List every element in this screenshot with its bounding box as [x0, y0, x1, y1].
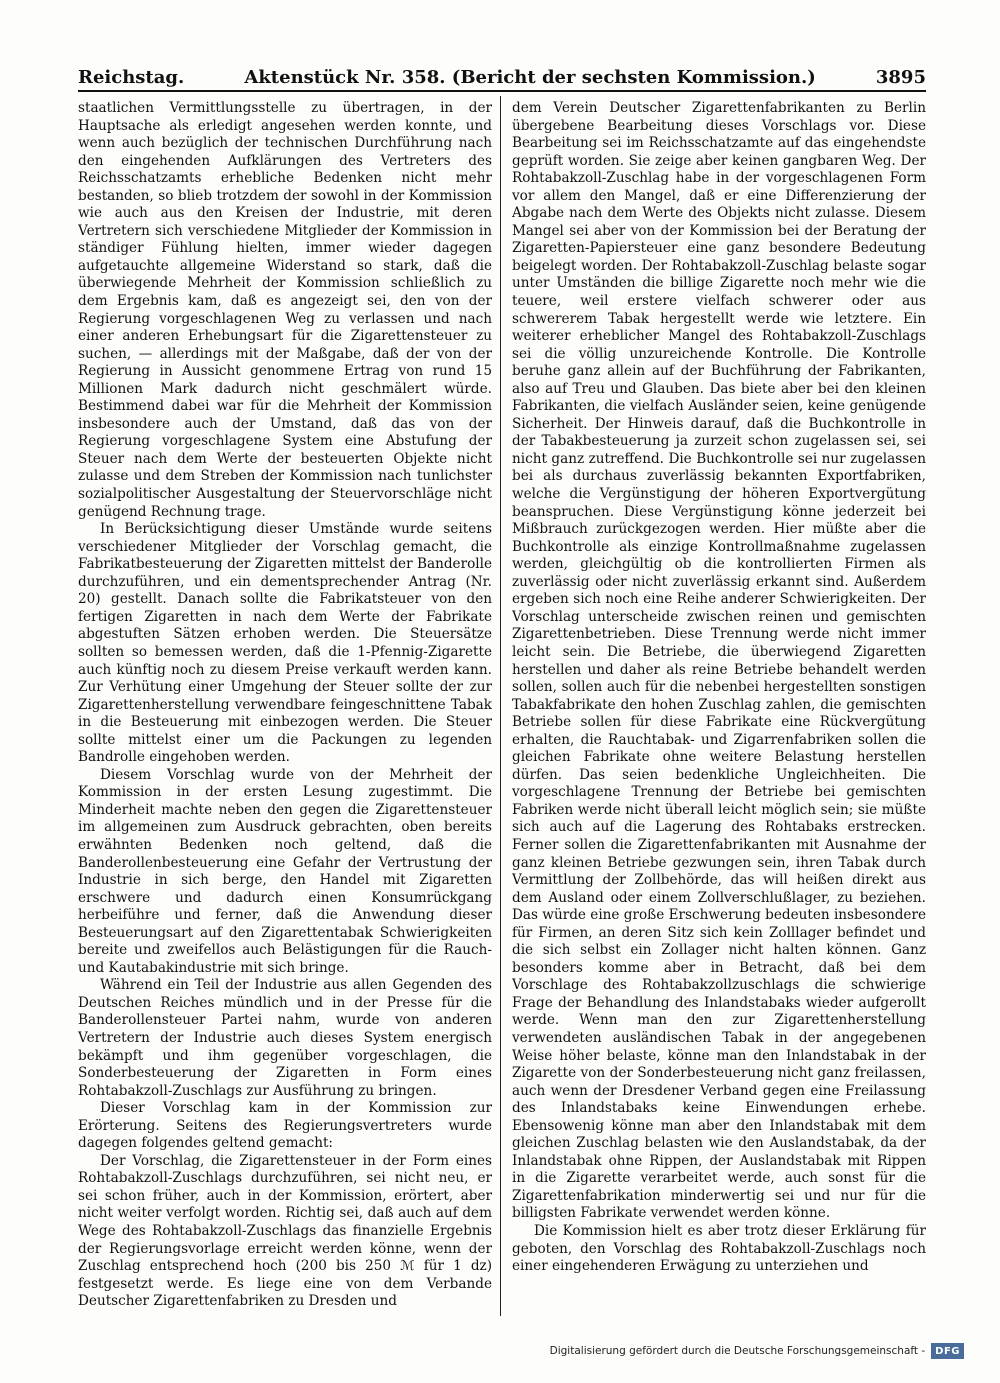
dfg-logo: DFG — [931, 1343, 964, 1359]
paragraph: In Berücksichtigung dieser Umstände wurde seitens verschiedener Mitglieder der Vorschlag gemacht, die Fabrikatbesteuerung der Zigaretten mittelst der Banderolle durchzuführen, und ein dementsprechender Antrag (Nr. 20) gestellt. Danach sollte die Fabrikatsteuer von den fertigen Zigaretten in nach dem Werte der Fabrikate abgestuften Sätzen erhoben werden. Die Steuersätze sollten so bemessen werden, daß die 1-Pfennig-Zigarette auch künftig noch zu diesem Preise verkauft werden kann. Zur Verhütung einer Umgehung der Steuer sollte der zur Zigarettenherstellung verwendbare feingeschnittene Tabak in die Besteuerung mit einbezogen werden. Die Steuer sollte mittelst einer um die Packungen zu legenden Bandrolle eingehoben werden. — [78, 521, 492, 766]
paragraph: staatlichen Vermittlungsstelle zu übertragen, in der Hauptsache als erledigt angesehen werden konnte, und wenn auch bezüglich der technischen Durchführung nach den eingehenden Aufklärungen des Vertreters des Reichsschatzamts erhebliche Bedenken nicht mehr bestanden, so blieb trotzdem der sowohl in der Kommission wie auch aus den Kreisen der Industrie, mit deren Vertretern sich verschiedene Mitglieder der Kommission in ständiger Fühlung hielten, immer wieder dagegen aufgetauchte allgemeine Widerstand so stark, daß die überwiegende Mehrheit der Kommission schließlich zu dem Ergebnis kam, daß es angezeigt sei, den von der Regierung vorgeschlagenen Weg zu verlassen und nach einer anderen Erhebungsart für die Zigarettensteuer zu suchen, — allerdings mit der Maßgabe, daß der von der Regierung in Aussicht genommene Ertrag von rund 15 Millionen Mark dadurch nicht geschmälert würde. Bestimmend dabei war für die Mehrheit der Kommission insbesondere auch der Umstand, daß das von der Regierung vorgeschlagene System eine Abstufung der Steuer nach dem Werte der besteuerten Objekte nicht zulasse und dem Streben der Kommission nach tunlichster sozialpolitischer Ausgestaltung der Steuervorschläge nicht genügend Rechnung trage. — [78, 100, 492, 520]
page-number: 3895 — [875, 67, 926, 88]
header-left: Reichstag. — [78, 67, 185, 88]
paragraph: Dieser Vorschlag kam in der Kommission zur Erörterung. Seitens des Regierungsvertreters wurde dagegen folgendes geltend gemacht: — [78, 1100, 492, 1152]
paragraph: Während ein Teil der Industrie aus allen Gegenden des Deutschen Reiches mündlich und in der Presse für die Banderollensteuer Partei nahm, wurde von anderen Vertretern der Industrie auch dieses System energisch bekämpft und ihm gegenüber vorgeschlagen, die Sonderbesteuerung der Zigaretten in Form eines Rohtabakzoll-Zuschlags zur Ausführung zu bringen. — [78, 977, 492, 1099]
column-divider — [500, 96, 501, 1316]
right-column — [512, 100, 926, 1330]
footer-text: Digitalisierung gefördert durch die Deutsche Forschungsgemeinschaft - — [549, 1345, 926, 1357]
paragraph: dem Verein Deutscher Zigarettenfabrikanten zu Berlin übergebene Bearbeitung dieses Vorschlags vor. Diese Bearbeitung sei im Reichsschatzamte auf das eingehendste geprüft worden. Sie zeige aber keinen gangbaren Weg. Der Rohtabakzoll-Zuschlag habe in der vorgeschlagenen Form vor allem den Mangel, daß er eine Differenzierung der Abgabe nach dem Werte des Objekts nicht zulasse. Diesem Mangel sei aber von der Kommission bei der Beratung der Zigaretten-Papiersteuer eine ganz besondere Bedeutung beigelegt worden. Der Rohtabakzoll-Zuschlag belaste sogar unter Umständen die billige Zigarette noch mehr wie die teuere, weil erstere vielfach schwerer oder aus schwererem Tabak hergestellt werde wie letztere. Ein weiterer erheblicher Mangel des Rohtabakzoll-Zuschlags sei die völlig unzureichende Kontrolle. Die Kontrolle beruhe ganz allein auf der Buchführung der Fabrikanten, also auf Treu und Glauben. Das biete aber bei den kleinen Fabrikanten, die vielfach Ausländer seien, keine genügende Sicherheit. Der Hinweis darauf, daß die Buchkontrolle in der Tabakbesteuerung ja zurzeit schon zugelassen sei, sei nicht ganz zutreffend. Die Buchkontrolle sei nur zugelassen bei als durchaus zuverlässig bekannten Exportfabriken, welche die Vergünstigung der höheren Exportvergütung beanspruchen. Diese Vergünstigung könne jederzeit bei Mißbrauch zurückgezogen werden. Hier müßte aber die Buchkontrolle als einzige Kontrollmaßnahme zugelassen werden, gleichgültig ob die kontrollierten Firmen als zuverlässig oder nicht zuverlässig erkannt sind. Außerdem ergeben sich noch eine Reihe anderer Schwierigkeiten. Der Vorschlag unterscheide zwischen reinen und gemischten Zigarettenbetrieben. Diese Trennung werde nicht immer leicht sein. Die Betriebe, die überwiegend Zigaretten herstellen und daher als reine Betriebe behandelt werden sollen, sollen auch für die nebenbei hergestellten sonstigen Tabakfabrikate den hohen Zuschlag zahlen, die gemischten Betriebe sollen für diese Fabrikate eine Rückvergütung erhalten, die Rauchtabak- und Zigarrenfabriken sollen die gleichen Fabrikate ohne weitere Belastung herstellen dürfen. Das seien bedenkliche Ungleichheiten. Die vorgeschlagene Trennung der Betriebe bei gemischten Fabriken werde nicht überall leicht möglich sein; sie müßte sich auch auf die Lagerung des Rohtabaks erstrecken. Ferner sollen die Zigarettenfabrikanten mit Ausnahme der ganz kleinen Betriebe gezwungen sein, ihren Tabak durch Vermittlung der Zollbehörde, das will heißen direkt aus dem Ausland oder einem Zollverschlußlager, zu beziehen. Das würde eine große Erschwerung bedeuten insbesondere für Firmen, an deren Sitz sich kein Zolllager befindet und die sich selbst ein Zollager nicht halten können. Ganz besonders komme aber in Betracht, daß bei dem Vorschlage des Rohtabakzollzuschlags die schwierige Frage der Behandlung des Inlandstabaks wieder aufgerollt werde. Wenn man den zur Zigarettenherstellung verwendeten ausländischen Tabak in der angegebenen Weise höher belaste, könne man den Inlandstabak in der Zigarette von der Sonderbesteuerung nicht ganz freilassen, auch wenn der Dresdener Verband gegen eine Freilassung des Inlandstabaks keine Einwendungen erhebe. Ebensowenig könne man aber den Inlandstabak mit dem gleichen Zuschlag belasten wie den Auslandstabak, da der Inlandstabak ohne Rippen, der Auslandstabak mit Rippen in die Zigarette verarbeitet werde, auch sonst für die Zigarettenfabrikation minderwertig sei und nur für die billigsten Fabrikate verwendet werden könne. — [512, 100, 926, 1222]
header-title: Aktenstück Nr. 358. (Bericht der sechsten Kommission.) — [244, 67, 816, 88]
page-header — [78, 60, 926, 88]
footer — [550, 1341, 964, 1361]
left-column — [78, 100, 492, 1330]
paragraph: Der Vorschlag, die Zigarettensteuer in der Form eines Rohtabakzoll-Zuschlags durchzuführen, sei nicht neu, er sei schon früher, auch in der Kommission, erörtert, aber nicht weiter verfolgt worden. Richtig sei, daß auch auf dem Wege des Rohtabakzoll-Zuschlags das finanzielle Ergebnis der Regierungsvorlage erreicht werden könne, wenn der Zuschlag entsprechend hoch (200 bis 250 ℳ für 1 dz) festgesetzt werde. Es liege eine von dem Verbande Deutscher Zigarettenfabriken zu Dresden und — [78, 1152, 492, 1310]
paragraph: Die Kommission hielt es aber trotz dieser Erklärung für geboten, den Vorschlag des Rohtabakzoll-Zuschlags noch einer eingehenderen Erwägung zu unterziehen und — [512, 1223, 926, 1275]
paragraph: Diesem Vorschlag wurde von der Mehrheit der Kommission in der ersten Lesung zugestimmt. Die Minderheit machte neben den gegen die Zigarettensteuer im allgemeinen zum Ausdruck gebrachten, oben bereits erwähnten Bedenken noch geltend, daß die Banderollenbesteuerung eine Gefahr der Vertrustung der Industrie in sich berge, den Handel mit Zigaretten erschwere und dadurch einen Konsumrückgang herbeiführe und ferner, daß die Anwendung dieser Besteuerungsart auf den Zigarettentabak Schwierigkeiten bereite und zweifellos auch Belästigungen für die Rauch- und Kautabakindustrie mit sich bringe. — [78, 766, 492, 976]
header-rule — [78, 90, 926, 92]
